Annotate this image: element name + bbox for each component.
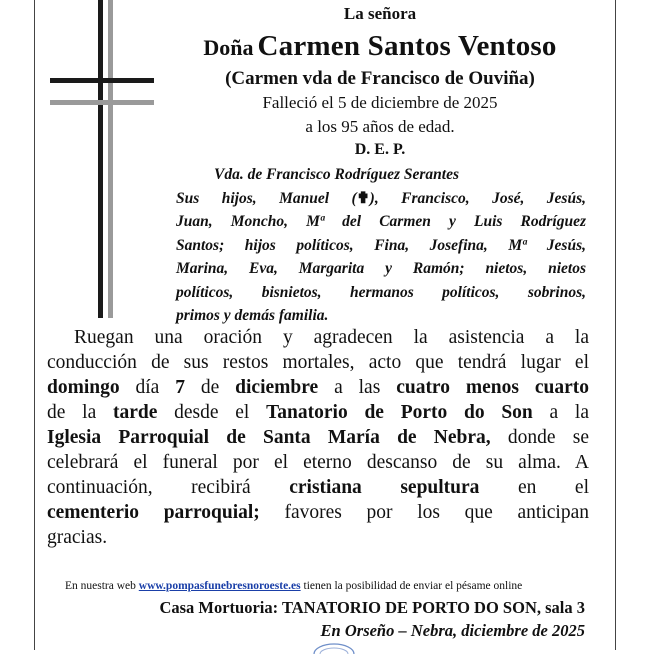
family-line: Vda. de Francisco Rodríguez Serantes (214, 166, 460, 183)
mortuary-label: Casa Mortuoria: (159, 598, 282, 617)
family-line: políticos, bisnietos, hermanos políticos, sobrinos, (176, 283, 586, 301)
body-line: conducción de sus restos mortales, acto que tendrá lugar el (47, 352, 589, 373)
body-line: de la tarde desde el Tanatorio de Porto do Son a la (47, 402, 589, 423)
mortuary-info (159, 598, 585, 618)
cross-icon (50, 0, 160, 320)
rip-text: D. E. P. (354, 141, 406, 158)
obituary-header (160, 0, 600, 160)
body-line: gracias. (47, 527, 108, 548)
full-name: Carmen Santos Ventoso (257, 30, 557, 62)
body-line: continuación, recibirá cristiana sepultura en el (47, 477, 589, 498)
honorific-title: La señora (343, 4, 417, 23)
body-line: celebrará el funeral por el eterno descanso de su alma. A (47, 452, 589, 473)
left-border-line (34, 0, 35, 650)
family-line: Sus hijos, Manuel (✟), Francisco, José, Jesús, (176, 189, 586, 207)
condolence-note: En nuestra web www.pompasfunebresnoroeste.es tienen la posibilidad de enviar el pésame online (65, 580, 523, 592)
age-at-death: a los 95 años de edad. (305, 117, 455, 136)
family-line: Marina, Eva, Margarita y Ramón; nietos, nietos (176, 260, 586, 277)
deceased-cross-icon: ✟ (356, 189, 370, 207)
alias-name: (Carmen vda de Francisco de Ouviña) (225, 68, 535, 89)
family-list (176, 163, 586, 328)
family-line: Santos; hijos políticos, Fina, Josefina, Mª Jesús, (176, 236, 586, 254)
place-and-date: En Orseño – Nebra, diciembre de 2025 (320, 621, 585, 640)
funeral-announcement (47, 325, 589, 550)
right-border-line (615, 0, 616, 650)
logo-seal-icon (312, 642, 356, 654)
death-date: Falleció el 5 de diciembre de 2025 (262, 93, 498, 112)
deceased-name (160, 30, 600, 63)
body-line: domingo día 7 de diciembre a las cuatro menos cuarto (47, 377, 589, 398)
family-line: primos y demás familia. (176, 307, 329, 324)
body-line: Ruegan una oración y agradecen la asistencia a la (74, 327, 589, 348)
body-line: cementerio parroquial; favores por los que anticipan (47, 502, 589, 523)
body-line: Iglesia Parroquial de Santa María de Nebra, donde se (47, 427, 589, 448)
website-link[interactable]: www.pompasfunebresnoroeste.es (138, 580, 301, 592)
name-prefix: Doña (203, 35, 254, 60)
family-line: Juan, Moncho, Mª del Carmen y Luis Rodríguez (176, 213, 586, 230)
mortuary-value: TANATORIO DE PORTO DO SON, sala 3 (281, 598, 585, 617)
